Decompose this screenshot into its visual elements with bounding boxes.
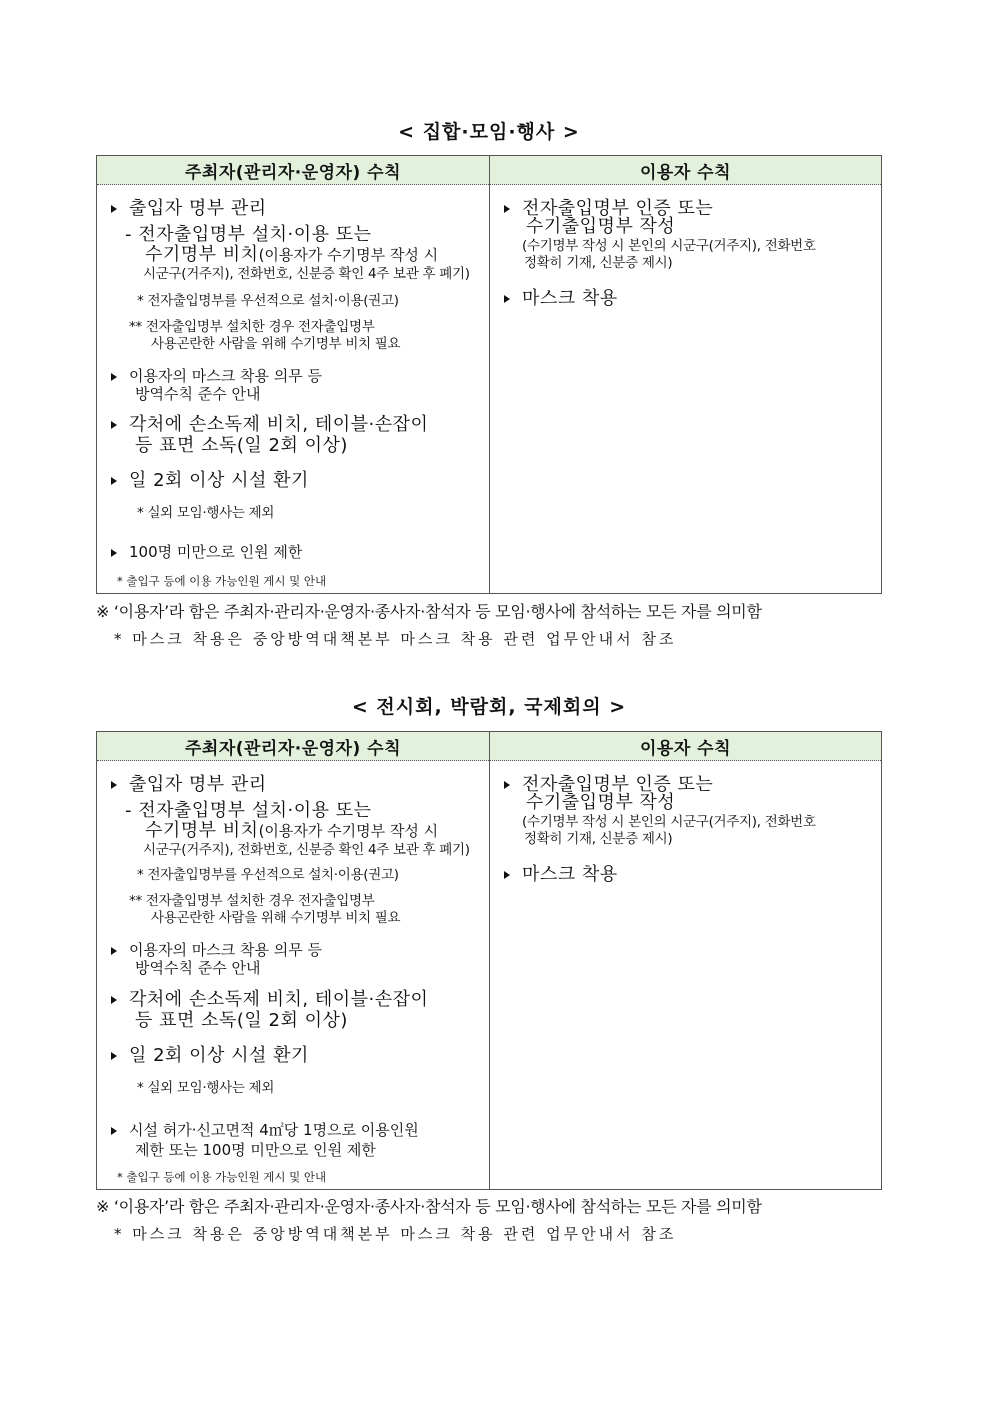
- user-note-manual-log: (수기명부 작성 시 본인의 시군구(거주지), 전화번호: [522, 238, 816, 254]
- host-note-manual-backup-2: 사용곤란한 사람을 위해 수기명부 비치 필요: [151, 336, 401, 352]
- footnote-mask-reference: * 마스크 착용은 중앙방역대책본부 마스크 착용 관련 업무안내서 참조: [114, 630, 677, 648]
- user-item-visitor-log-2: 수기출입명부 작성: [526, 792, 676, 813]
- host-note-outdoor: * 실외 모임·행사는 제외: [137, 1080, 275, 1096]
- host-item-mask-guide-2: 방역수칙 준수 안내: [135, 959, 261, 977]
- host-item-disinfect: 각처에 손소독제 비치, 테이블·손잡이: [111, 415, 428, 435]
- host-note-capacity-notice: * 출입구 등에 이용 가능인원 게시 및 안내: [117, 1170, 327, 1184]
- host-note-outdoor: * 실외 모임·행사는 제외: [137, 505, 275, 521]
- host-note-manual-backup: ** 전자출입명부 설치한 경우 전자출입명부: [129, 319, 375, 335]
- host-item-disinfect: 각처에 손소독제 비치, 테이블·손잡이: [111, 990, 428, 1010]
- section-title: < 전시회, 박람회, 국제회의 >: [351, 696, 627, 718]
- user-item-mask: 마스크 착용: [504, 865, 618, 885]
- bullet-triangle-icon: [111, 996, 117, 1004]
- host-note-manual-backup: ** 전자출입명부 설치한 경우 전자출입명부: [129, 893, 375, 909]
- bullet-triangle-icon: [111, 1127, 117, 1135]
- host-sub-manual-detail: 시군구(거주지), 전화번호, 신분증 확인 4주 보관 후 폐기): [143, 266, 470, 282]
- footnote-user-definition: ※ ‘이용자’라 함은 주최자·관리자·운영자·종사자·참석자 등 모임·행사에 참석하는 모든 자를 의미함: [96, 602, 762, 621]
- host-item-capacity: 시설 허가·신고면적 4㎡당 1명으로 이용인원: [111, 1121, 419, 1139]
- host-item-capacity: 100명 미만으로 인원 제한: [111, 543, 302, 561]
- bullet-triangle-icon: [111, 781, 117, 789]
- host-sub-manual-detail: 시군구(거주지), 전화번호, 신분증 확인 4주 보관 후 폐기): [143, 842, 470, 858]
- host-rules-header: 주최자(관리자·운영자) 수칙: [97, 732, 490, 761]
- host-note-electronic-priority: * 전자출입명부를 우선적으로 설치·이용(권고): [137, 293, 399, 309]
- host-sub-electronic-log: - 전자출입명부 설치·이용 또는: [125, 224, 372, 245]
- user-item-visitor-log: 전자출입명부 인증 또는: [504, 199, 713, 219]
- bullet-triangle-icon: [504, 205, 510, 213]
- host-item-disinfect-2: 등 표면 소독(일 2회 이상): [135, 1010, 348, 1031]
- host-note-manual-backup-2: 사용곤란한 사람을 위해 수기명부 비치 필요: [151, 910, 401, 926]
- host-sub-manual-log: 수기명부 비치(이용자가 수기명부 작성 시: [145, 820, 439, 841]
- host-rules-cell: [97, 761, 490, 1190]
- bullet-triangle-icon: [111, 477, 117, 485]
- host-item-mask-guide: 이용자의 마스크 착용 의무 등: [111, 941, 322, 959]
- host-sub-electronic-log: - 전자출입명부 설치·이용 또는: [125, 800, 372, 821]
- host-item-ventilation: 일 2회 이상 시설 환기: [111, 471, 309, 491]
- bullet-triangle-icon: [504, 871, 510, 879]
- bullet-triangle-icon: [111, 373, 117, 381]
- host-item-mask-guide-2: 방역수칙 준수 안내: [135, 385, 261, 403]
- host-note-capacity-notice: * 출입구 등에 이용 가능인원 게시 및 안내: [117, 574, 327, 588]
- bullet-triangle-icon: [504, 781, 510, 789]
- host-rules-cell: [97, 185, 490, 594]
- host-item-disinfect-2: 등 표면 소독(일 2회 이상): [135, 435, 348, 456]
- host-rules-header: 주최자(관리자·운영자) 수칙: [97, 156, 490, 185]
- host-sub-manual-log: 수기명부 비치(이용자가 수기명부 작성 시: [145, 244, 439, 265]
- bullet-triangle-icon: [111, 947, 117, 955]
- host-item-visitor-log: 출입자 명부 관리: [111, 775, 267, 795]
- host-item-visitor-log: 출입자 명부 관리: [111, 199, 267, 219]
- user-note-manual-log-2: 정확히 기재, 신분증 제시): [524, 255, 673, 271]
- section-exhibition: [96, 692, 882, 1243]
- user-rules-header: 이용자 수칙: [490, 732, 882, 761]
- bullet-triangle-icon: [111, 421, 117, 429]
- user-rules-cell: [490, 185, 882, 594]
- host-item-ventilation: 일 2회 이상 시설 환기: [111, 1046, 309, 1066]
- footnote-mask-reference: * 마스크 착용은 중앙방역대책본부 마스크 착용 관련 업무안내서 참조: [114, 1225, 677, 1243]
- section-title: < 집합·모임·행사 >: [398, 121, 580, 143]
- host-note-electronic-priority: * 전자출입명부를 우선적으로 설치·이용(권고): [137, 867, 399, 883]
- bullet-triangle-icon: [111, 1052, 117, 1060]
- bullet-triangle-icon: [111, 205, 117, 213]
- user-item-visitor-log-2: 수기출입명부 작성: [526, 216, 676, 237]
- host-item-capacity-2: 제한 또는 100명 미만으로 인원 제한: [135, 1141, 376, 1159]
- user-rules-cell: [490, 761, 882, 1190]
- user-item-visitor-log: 전자출입명부 인증 또는: [504, 775, 713, 795]
- user-note-manual-log-2: 정확히 기재, 신분증 제시): [524, 831, 673, 847]
- footnote-user-definition: ※ ‘이용자’라 함은 주최자·관리자·운영자·종사자·참석자 등 모임·행사에 참석하는 모든 자를 의미함: [96, 1197, 762, 1216]
- user-rules-header: 이용자 수칙: [490, 156, 882, 185]
- section-gathering: [96, 117, 882, 648]
- user-note-manual-log: (수기명부 작성 시 본인의 시군구(거주지), 전화번호: [522, 814, 816, 830]
- host-item-mask-guide: 이용자의 마스크 착용 의무 등: [111, 367, 322, 385]
- rules-table: [96, 731, 882, 1190]
- bullet-triangle-icon: [504, 295, 510, 303]
- user-item-mask: 마스크 착용: [504, 289, 618, 309]
- bullet-triangle-icon: [111, 549, 117, 557]
- rules-table: [96, 155, 882, 594]
